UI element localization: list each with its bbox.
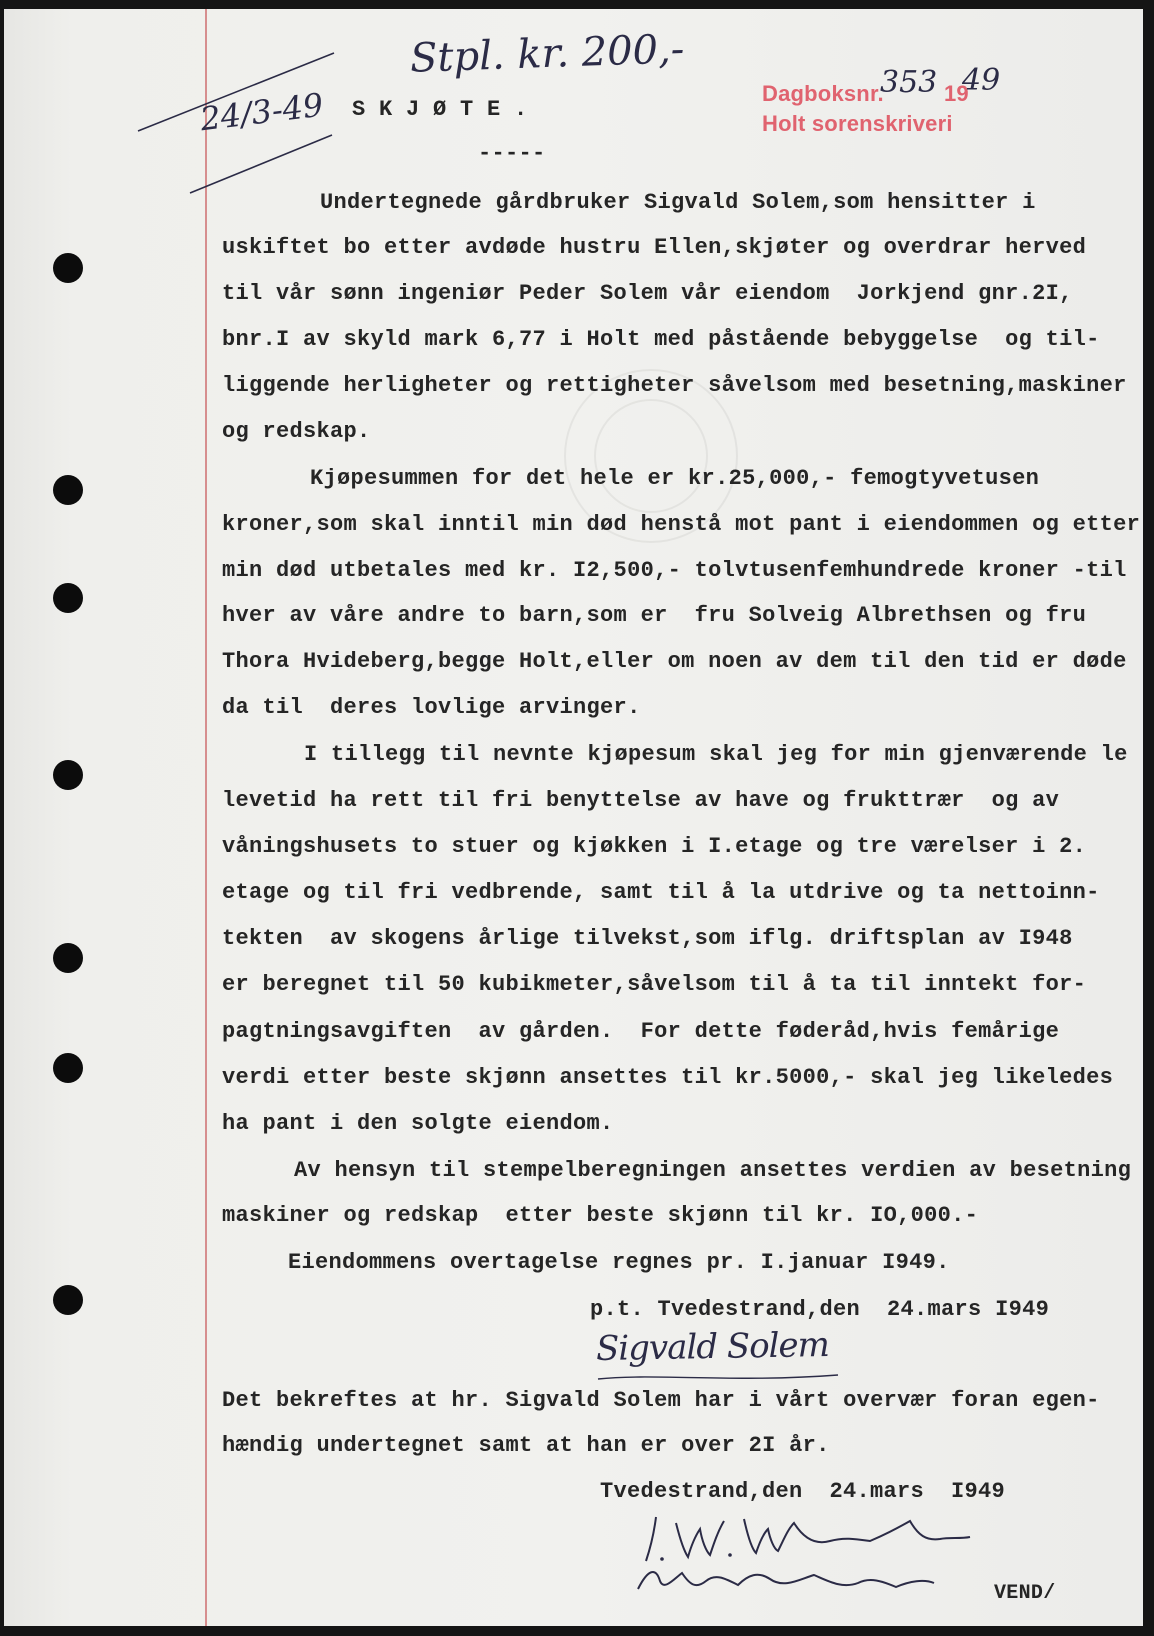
deed-line: liggende herligheter og rettigheter såvelsom med besetning,maskiner [222,373,1127,398]
margin-rule [205,9,207,1626]
deed-line: etage og til fri vedbrende, samt til å la utdrive og ta nettoinn- [222,880,1100,905]
deed-line: Eiendommens overtagelse regnes pr. I.januar I949. [288,1250,950,1275]
deed-line: pagtningsavgiften av gården. For dette føderåd,hvis femårige [222,1019,1060,1044]
deed-line: til vår sønn ingeniør Peder Solem vår eiendom Jorkjend gnr.2I, [222,281,1073,306]
stamp-year-suffix: 49 [962,63,1001,98]
deed-line: Undertegnede gårdbruker Sigvald Solem,som hensitter i [320,190,1036,215]
attestation-line: Det bekreftes at hr. Sigvald Solem har i vårt overvær foran egen- [222,1388,1100,1413]
punch-hole [53,583,83,613]
deed-line: Av hensyn til stempelberegningen ansettes verdien av besetning [294,1158,1132,1183]
stamp-number: 353 [880,65,938,100]
deed-line: ha pant i den solgte eiendom. [222,1111,614,1136]
deed-line: er beregnet til 50 kubikmeter,såvelsom til å ta til inntekt for- [222,972,1087,997]
deed-line: uskiftet bo etter avdøde hustru Ellen,skjøter og overdrar herved [222,235,1087,260]
attestation-line: hændig undertegnet samt at han er over 2I år. [222,1433,830,1458]
deed-line: bnr.I av skyld mark 6,77 i Holt med påstående bebyggelse og til- [222,327,1100,352]
deed-line: og redskap. [222,419,371,444]
punch-hole [53,253,83,283]
stamp-office: Holt sorenskriveri [762,111,953,136]
stamp-label: Dagboksnr. [762,81,884,106]
deed-line: da til deres lovlige arvinger. [222,695,641,720]
page-turn-marker: VEND/ [994,1582,1056,1605]
deed-line: p.t. Tvedestrand,den 24.mars I949 [590,1297,1050,1322]
deed-line: verdi etter beste skjønn ansettes til kr.5000,- skal jeg likeledes [222,1065,1114,1090]
deed-line: maskiner og redskap etter beste skjønn til kr. IO,000.- [222,1203,979,1228]
deed-line: levetid ha rett til fri benyttelse av have og frukttrær og av [222,788,1060,813]
witness-signature [634,1509,1014,1604]
seller-signature: Sigvald Solem [595,1324,830,1370]
deed-page [4,9,1143,1626]
watermark-circle [594,399,708,513]
title-rule: ----- [478,141,546,166]
deed-line: tekten av skogens årlige tilvekst,som iflg. driftsplan av I948 [222,926,1073,951]
handwritten-date: 24/3-49 [198,85,326,139]
deed-line: våningshusets to stuer og kjøkken i I.etage og tre værelser i 2. [222,834,1087,859]
deed-line: kroner,som skal inntil min død henstå mot pant i eiendommen og etter [222,512,1141,537]
punch-hole [53,943,83,973]
deed-line: Kjøpesummen for det hele er kr.25,000,- femogtyvetusen [310,466,1040,491]
punch-hole [53,760,83,790]
stamp-year-prefix: 19 [944,81,969,106]
punch-hole [53,1053,83,1083]
deed-line: hver av våre andre to barn,som er fru Solveig Albrethsen og fru [222,603,1087,628]
deed-line: Thora Hvideberg,begge Holt,eller om noen av dem til den tid er døde [222,649,1127,674]
seller-signature-underline [594,1371,844,1385]
punch-hole [53,475,83,505]
document-title: S K J Ø T E . [352,97,528,122]
deed-line: min død utbetales med kr. I2,500,- tolvtusenfemhundrede kroner -til [222,558,1127,583]
punch-hole [53,1285,83,1315]
handwritten-stamp-duty: Stpl. kr. 200,- [409,26,686,82]
deed-line: I tillegg til nevnte kjøpesum skal jeg for min gjenværende le [304,742,1128,767]
closing-place-date: Tvedestrand,den 24.mars I949 [600,1479,1006,1504]
